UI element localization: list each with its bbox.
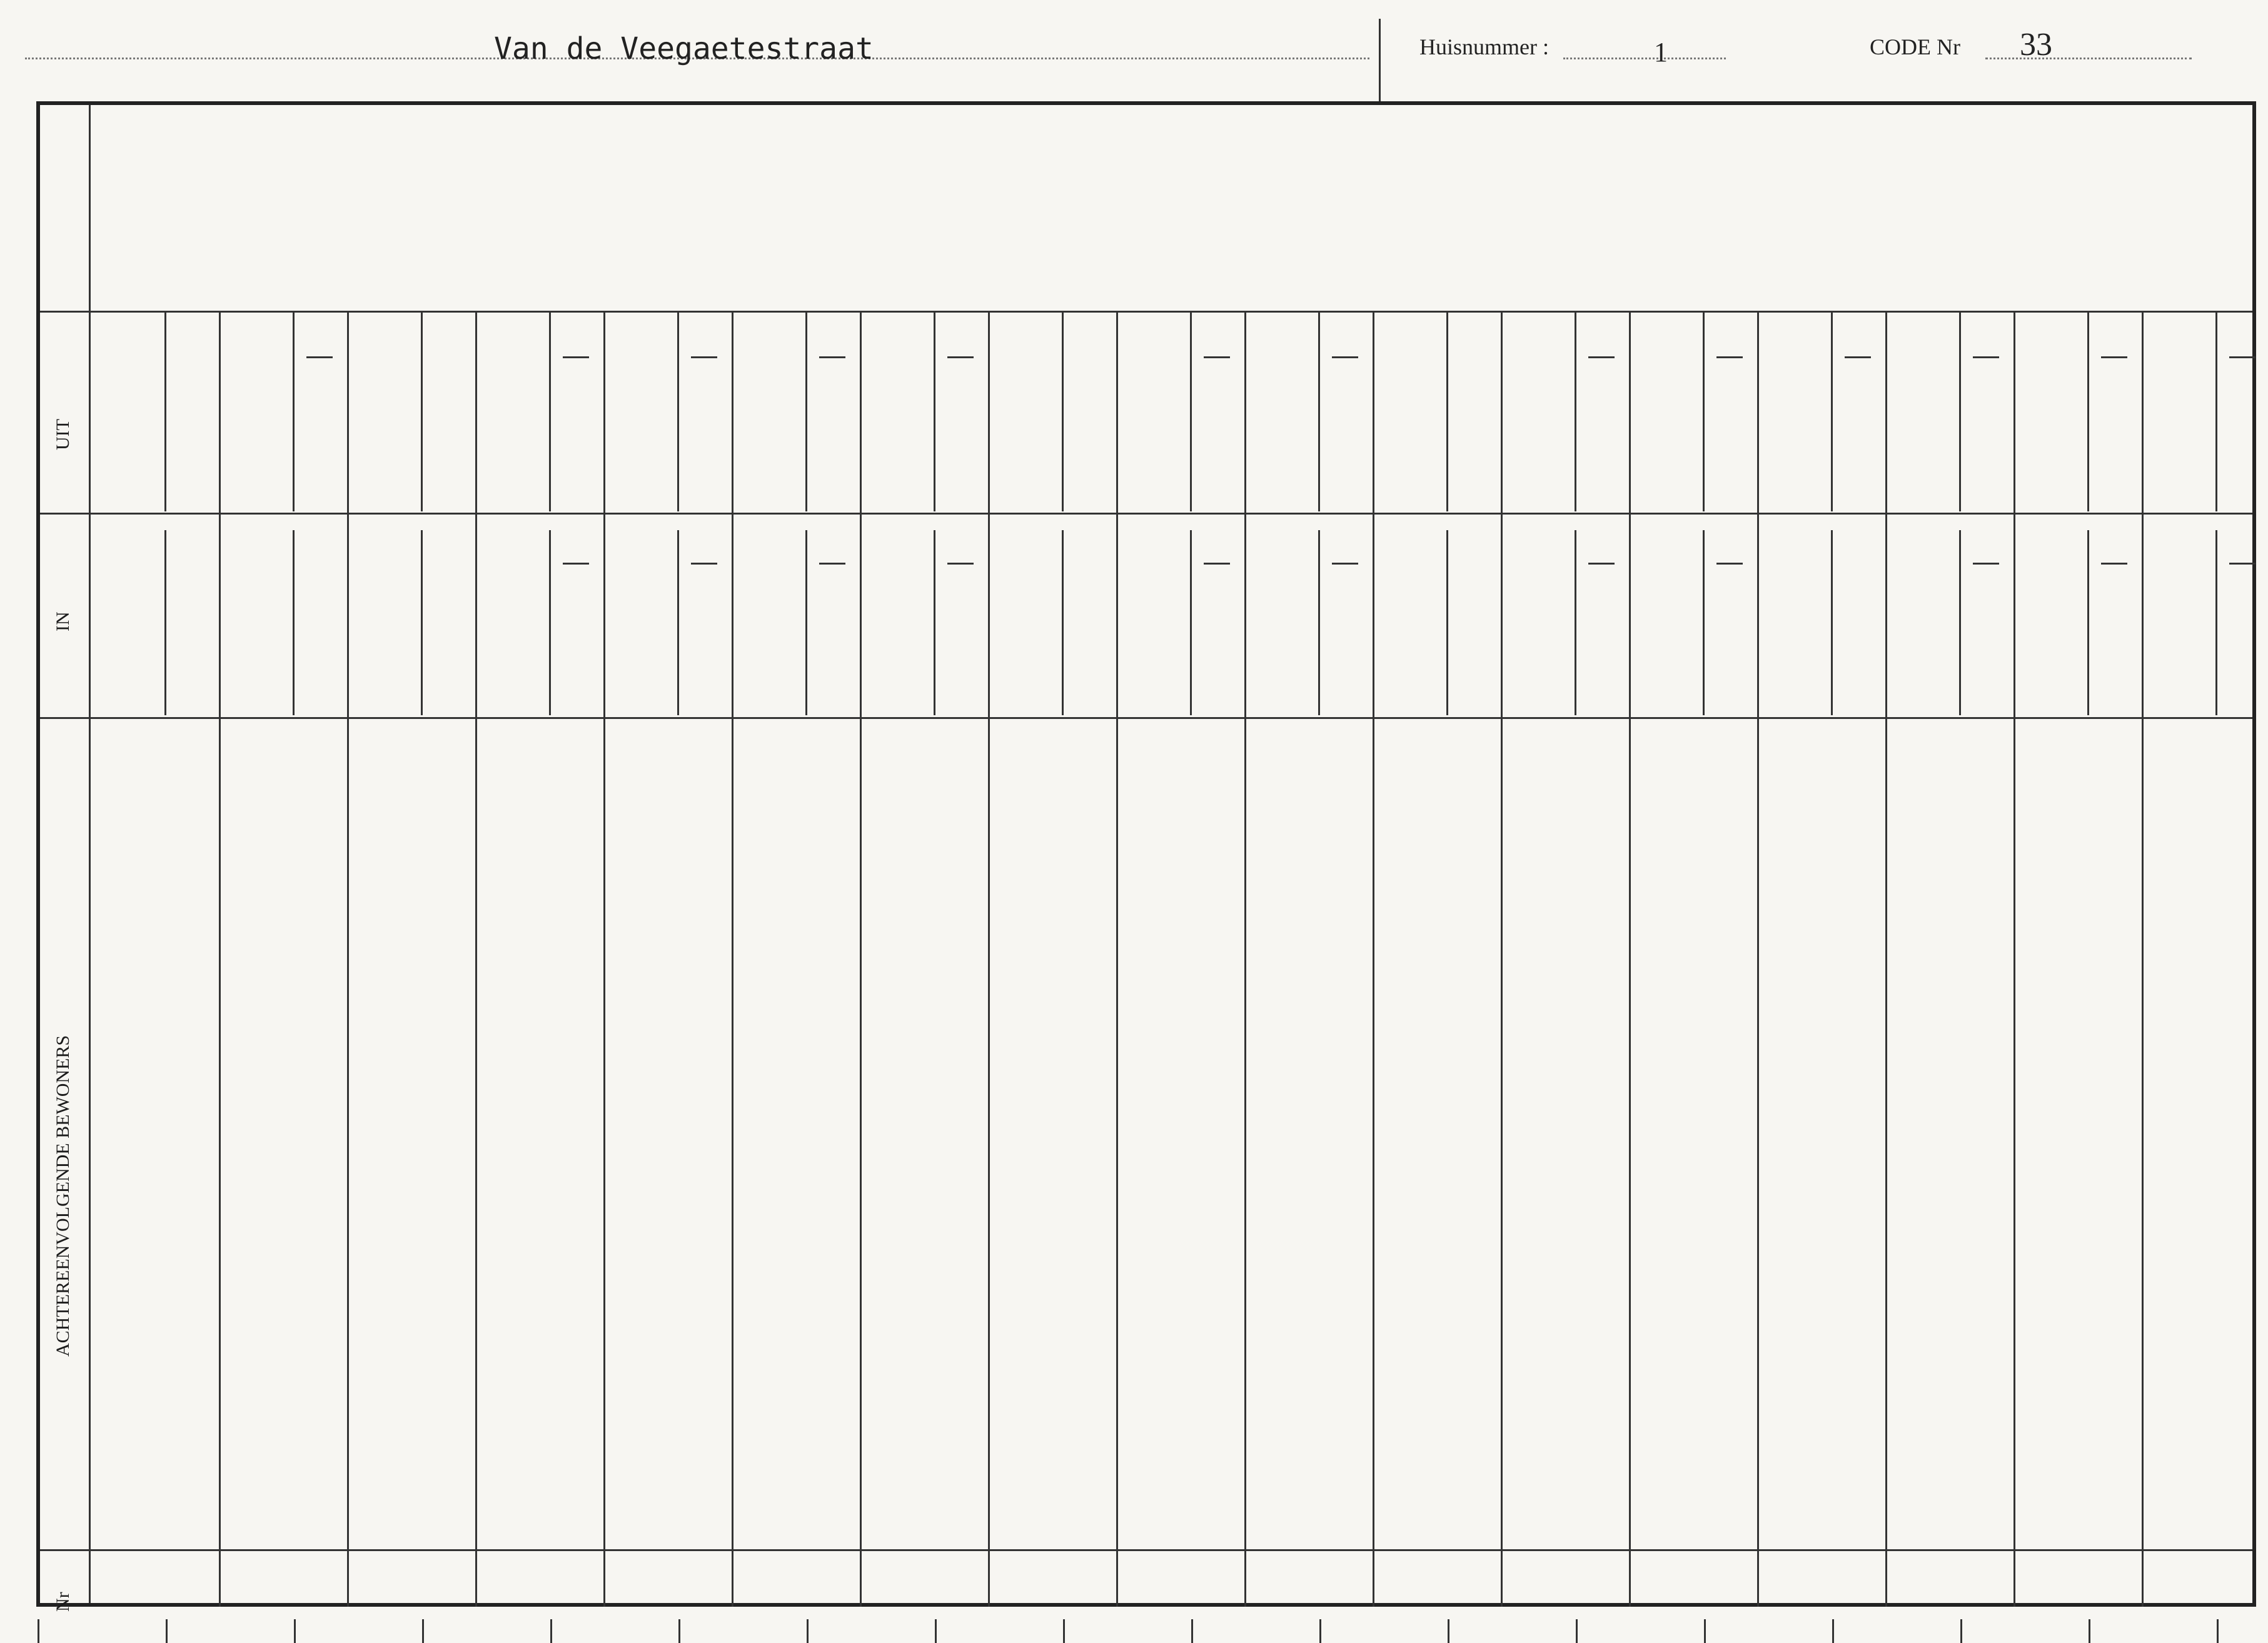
- in-empty-dash: [691, 563, 717, 565]
- uit-cell-divider: [934, 313, 935, 511]
- edge-tick: [2217, 1619, 2219, 1643]
- edge-tick: [1319, 1619, 1321, 1643]
- row-divider: [1757, 311, 1759, 1607]
- uit-cell-divider: [1575, 313, 1576, 511]
- in-cell-divider: [1190, 530, 1192, 715]
- row-divider: [1629, 311, 1631, 1607]
- in-cell-divider: [1318, 530, 1320, 715]
- uit-empty-dash: [306, 356, 333, 358]
- row-divider: [1244, 311, 1246, 1607]
- column-bewoners-label: ACHTEREENVOLGENDE BEWONERS: [53, 1035, 73, 1357]
- in-cell-divider: [677, 530, 679, 715]
- uit-empty-dash: [2229, 356, 2255, 358]
- in-empty-dash: [1716, 563, 1743, 565]
- in-empty-dash: [563, 563, 589, 565]
- uit-empty-dash: [1845, 356, 1871, 358]
- row-divider: [860, 311, 862, 1607]
- in-empty-dash: [1588, 563, 1615, 565]
- edge-tick: [294, 1619, 296, 1643]
- in-uit-divider: [40, 513, 2252, 515]
- row-divider: [1116, 311, 1118, 1607]
- row-divider: [2013, 311, 2015, 1607]
- uit-empty-dash: [2101, 356, 2127, 358]
- uit-cell-divider: [1959, 313, 1961, 511]
- row-divider: [603, 311, 605, 1607]
- row-divider: [2142, 311, 2144, 1607]
- row-divider: [347, 311, 349, 1607]
- register-table: [36, 101, 2256, 1607]
- header-divider: [1379, 19, 1381, 103]
- uit-empty-dash: [1588, 356, 1615, 358]
- in-cell-divider: [805, 530, 807, 715]
- row-divider: [475, 311, 477, 1607]
- column-nr-label: Nr: [53, 1592, 73, 1612]
- code-number: 33: [2020, 27, 2052, 63]
- in-cell-divider: [1575, 530, 1576, 715]
- uit-cell-divider: [293, 313, 295, 511]
- in-empty-dash: [2229, 563, 2255, 565]
- uit-cell-divider: [1190, 313, 1192, 511]
- uit-empty-dash: [563, 356, 589, 358]
- edge-tick: [935, 1619, 937, 1643]
- uit-cell-divider: [421, 313, 423, 511]
- uit-cell-divider: [2215, 313, 2217, 511]
- uit-cell-divider: [1831, 313, 1833, 511]
- in-cell-divider: [2087, 530, 2089, 715]
- edge-tick: [2089, 1619, 2090, 1643]
- uit-cell-divider: [805, 313, 807, 511]
- bewoners-divider: [40, 717, 2252, 719]
- huisnummer-value: 1: [1654, 37, 1668, 68]
- uit-top-divider: [40, 311, 2252, 313]
- in-cell-divider: [2215, 530, 2217, 715]
- edge-tick: [1191, 1619, 1193, 1643]
- row-divider: [1373, 311, 1374, 1607]
- in-cell-divider: [549, 530, 551, 715]
- row-divider: [219, 311, 221, 1607]
- in-cell-divider: [421, 530, 423, 715]
- in-cell-divider: [934, 530, 935, 715]
- in-cell-divider: [1446, 530, 1448, 715]
- row-divider: [988, 311, 990, 1607]
- in-empty-dash: [1332, 563, 1358, 565]
- in-cell-divider: [1703, 530, 1705, 715]
- edge-tick: [1960, 1619, 1962, 1643]
- uit-empty-dash: [819, 356, 845, 358]
- in-cell-divider: [1831, 530, 1833, 715]
- in-empty-dash: [819, 563, 845, 565]
- uit-cell-divider: [1318, 313, 1320, 511]
- in-empty-dash: [1973, 563, 1999, 565]
- uit-cell-divider: [164, 313, 166, 511]
- uit-cell-divider: [1703, 313, 1705, 511]
- uit-empty-dash: [1716, 356, 1743, 358]
- in-empty-dash: [2101, 563, 2127, 565]
- uit-cell-divider: [2087, 313, 2089, 511]
- edge-tick: [1063, 1619, 1065, 1643]
- street-name: Van de Veegaetestraat: [494, 31, 874, 66]
- in-cell-divider: [164, 530, 166, 715]
- edge-tick: [166, 1619, 168, 1643]
- code-label: CODE Nr: [1870, 34, 1960, 59]
- row-divider: [1501, 311, 1503, 1607]
- edge-tick: [550, 1619, 552, 1643]
- huisnummer-label: Huisnummer :: [1419, 34, 1549, 59]
- uit-cell-divider: [677, 313, 679, 511]
- row-divider: [1885, 311, 1887, 1607]
- uit-cell-divider: [1062, 313, 1064, 511]
- edge-tick: [678, 1619, 680, 1643]
- edge-tick: [1832, 1619, 1834, 1643]
- uit-empty-dash: [1332, 356, 1358, 358]
- row-divider: [732, 311, 733, 1607]
- in-cell-divider: [293, 530, 295, 715]
- in-empty-dash: [947, 563, 974, 565]
- edge-tick: [1704, 1619, 1706, 1643]
- column-divider-label: [89, 105, 91, 1603]
- uit-empty-dash: [1973, 356, 1999, 358]
- uit-empty-dash: [1204, 356, 1230, 358]
- uit-empty-dash: [947, 356, 974, 358]
- in-cell-divider: [1959, 530, 1961, 715]
- uit-cell-divider: [1446, 313, 1448, 511]
- edge-tick: [1448, 1619, 1449, 1643]
- column-in-label: IN: [53, 611, 73, 631]
- uit-empty-dash: [691, 356, 717, 358]
- nr-row-divider: [40, 1549, 2252, 1551]
- edge-tick: [38, 1619, 39, 1643]
- edge-tick: [807, 1619, 809, 1643]
- in-cell-divider: [1062, 530, 1064, 715]
- column-uit-label: UIT: [53, 419, 73, 450]
- edge-tick: [422, 1619, 424, 1643]
- uit-cell-divider: [549, 313, 551, 511]
- edge-tick: [1576, 1619, 1578, 1643]
- in-empty-dash: [1204, 563, 1230, 565]
